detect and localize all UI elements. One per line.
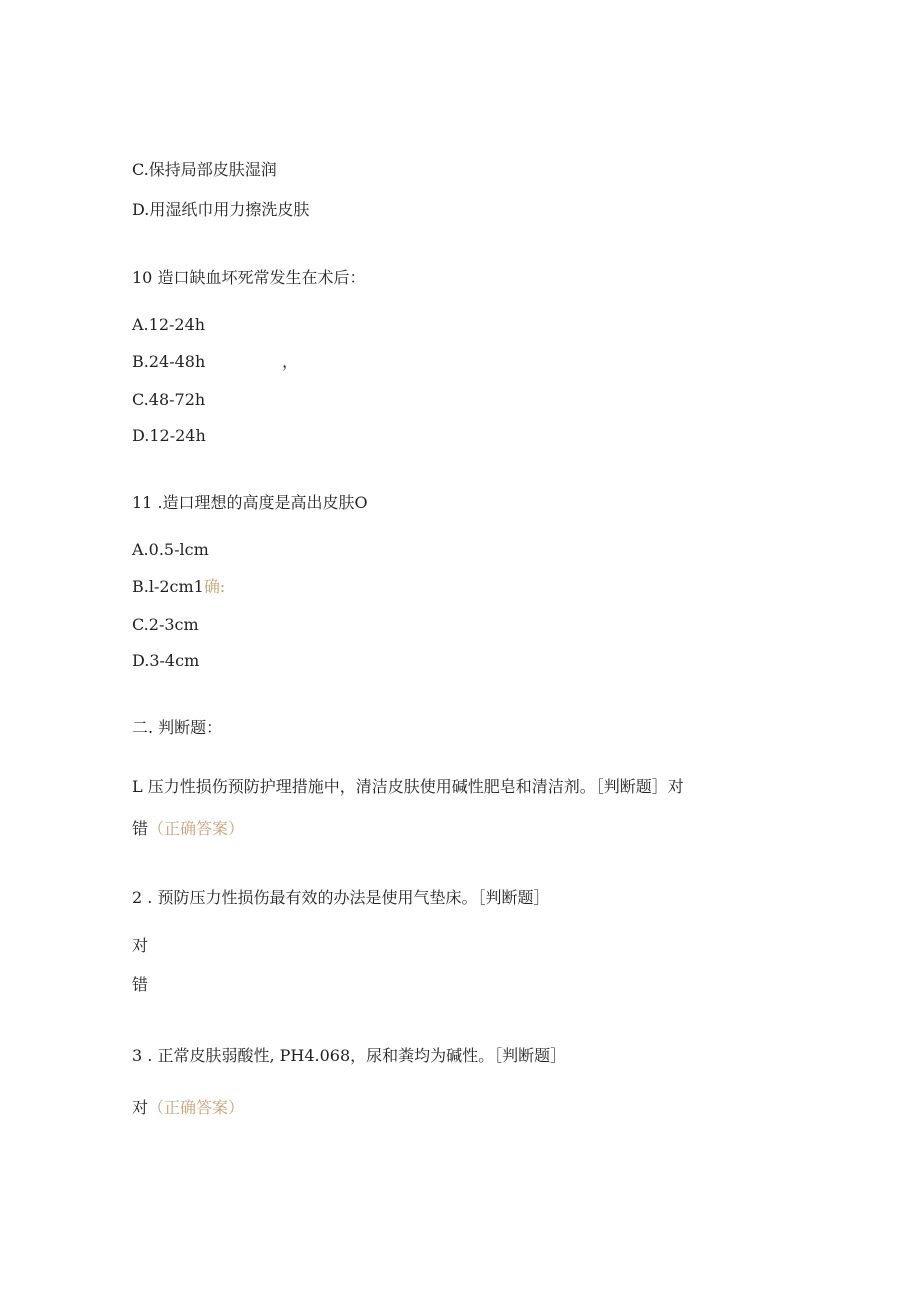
tf3-question: 3 . 正常皮肤弱酸性, PH4.068，尿和粪均为碱性。［判断题］	[132, 1046, 567, 1065]
q10-option-b: B.24-48h	[132, 352, 206, 371]
q11-option-b-text: B.l-2cm1	[132, 577, 204, 596]
q10-question: 10 造口缺血坏死常发生在术后：	[132, 268, 366, 287]
q10-option-a: A.12-24h	[132, 315, 206, 334]
q11-option-b-hint: 确:	[203, 577, 226, 596]
q11-option-d: D.3-4cm	[132, 651, 200, 670]
tf3-answer-hint: （正确答案）	[148, 1098, 245, 1117]
q11-question: 11 .造口理想的高度是高出皮肤O	[132, 493, 368, 512]
q11-option-c: C.2-3cm	[132, 615, 199, 634]
q9-option-d: D.用湿纸巾用力擦洗皮肤	[132, 200, 310, 219]
q10-option-b-mark: ，	[282, 352, 299, 371]
tf1-question: L 压力性损伤预防护理措施中，清洁皮肤使用碱性肥皂和清洁剂。［判断题］对	[132, 777, 684, 796]
q9-option-c: C.保持局部皮肤湿润	[132, 160, 277, 179]
tf1-answer-hint: （正确答案）	[148, 819, 245, 838]
tf2-option-true: 对	[132, 936, 149, 955]
q11-option-b	[132, 576, 225, 598]
q11-option-a: A.0.5-lcm	[132, 540, 209, 559]
tf1-answer	[132, 818, 244, 840]
tf1-answer-text: 错	[132, 819, 149, 838]
tf3-answer	[132, 1097, 244, 1119]
tf2-option-false: 错	[132, 975, 149, 994]
tf3-answer-text: 对	[132, 1098, 149, 1117]
q10-option-d: D.12-24h	[132, 426, 206, 445]
section-title: 二. 判断题：	[132, 718, 223, 737]
q10-option-c: C.48-72h	[132, 390, 206, 409]
tf2-question: 2 . 预防压力性损伤最有效的办法是使用气垫床。［判断题］	[132, 888, 550, 907]
